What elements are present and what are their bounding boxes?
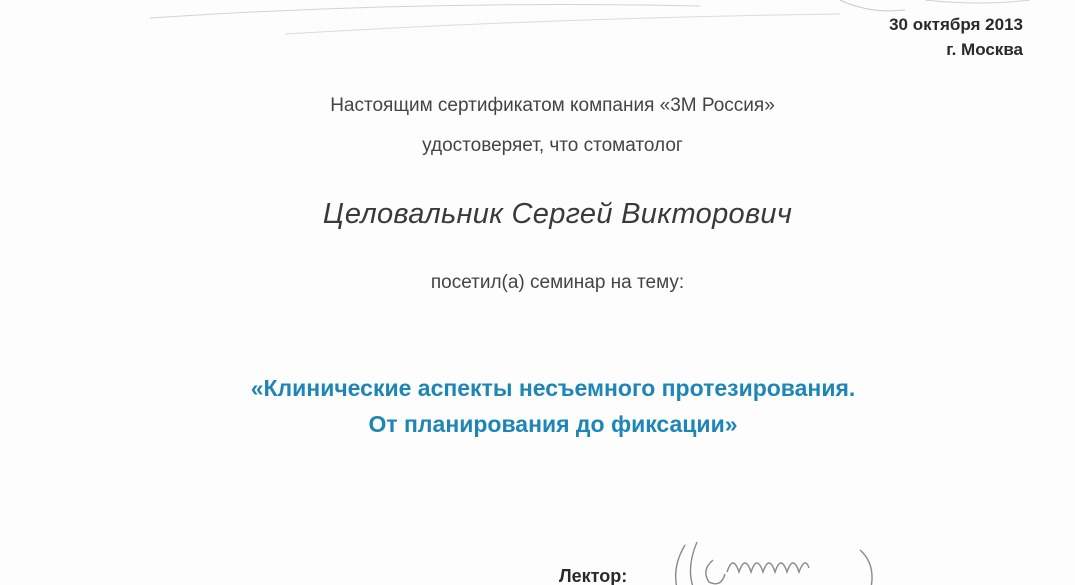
lecturer-signature xyxy=(665,530,895,585)
certificate-city: г. Москва xyxy=(946,40,1023,59)
attended-text: посетил(а) семинар на тему: xyxy=(430,272,685,293)
certificate-date: 30 октября 2013 xyxy=(889,15,1023,34)
lecturer-label: Лектор: xyxy=(559,566,628,585)
intro-text xyxy=(0,86,1075,166)
date-location-block xyxy=(889,12,1023,62)
intro-line-2: удостоверяет, что стоматолог xyxy=(422,135,683,156)
topic-line-1: «Клинические аспекты несъемного протезирования. xyxy=(250,375,856,401)
intro-line-1: Настоящим сертификатом компания «3М Россия» xyxy=(330,95,775,116)
seminar-topic xyxy=(0,370,1075,442)
recipient-name: Целовальник Сергей Викторович xyxy=(322,198,793,230)
topic-line-2: От планирования до фиксации» xyxy=(368,411,738,437)
